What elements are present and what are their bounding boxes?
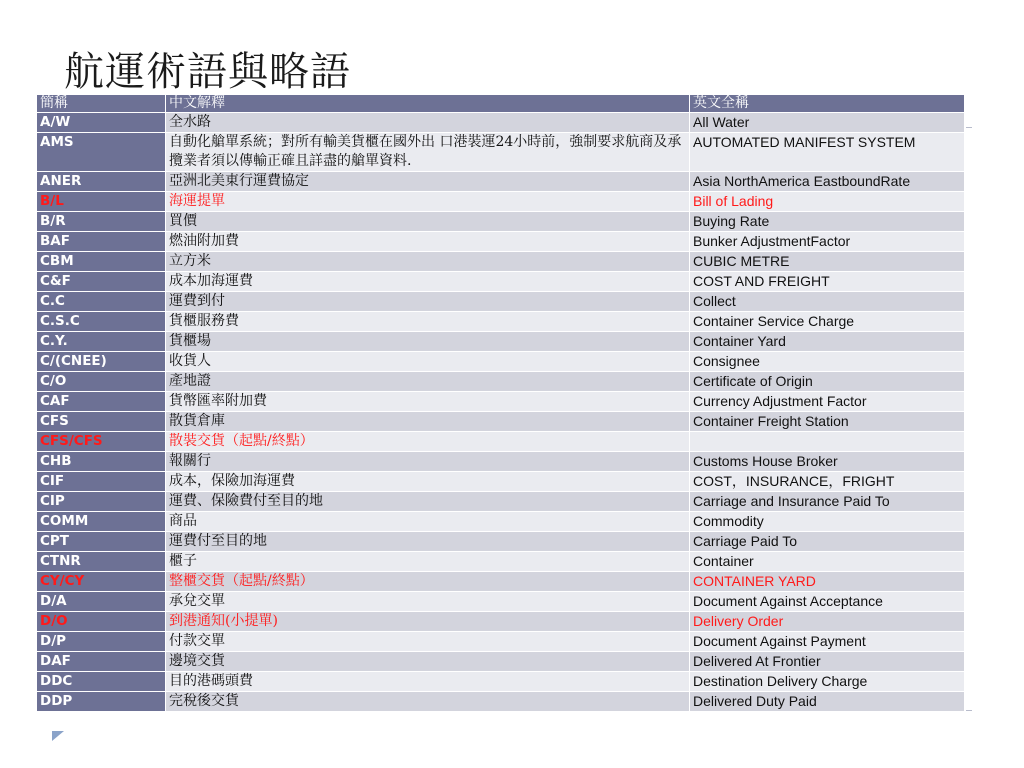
en-cell: Document Against Payment bbox=[690, 632, 965, 652]
zh-cell: 亞洲北美東行運費協定 bbox=[166, 172, 690, 192]
table-row bbox=[37, 472, 965, 492]
table-row bbox=[37, 672, 965, 692]
table-row bbox=[37, 192, 965, 212]
table-row bbox=[37, 172, 965, 192]
abbr-cell: CIF bbox=[37, 472, 166, 492]
header-abbr: 簡稱 bbox=[37, 95, 166, 113]
en-cell: Carriage Paid To bbox=[690, 532, 965, 552]
header-zh: 中文解釋 bbox=[166, 95, 690, 113]
zh-cell: 運費付至目的地 bbox=[166, 532, 690, 552]
en-cell bbox=[690, 432, 965, 452]
en-cell: Bunker AdjustmentFactor bbox=[690, 232, 965, 252]
table-row bbox=[37, 532, 965, 552]
table-row bbox=[37, 452, 965, 472]
table-row bbox=[37, 432, 965, 452]
abbr-cell: C.Y. bbox=[37, 332, 166, 352]
table-row bbox=[37, 692, 965, 712]
abbr-cell: BAF bbox=[37, 232, 166, 252]
zh-cell: 付款交單 bbox=[166, 632, 690, 652]
zh-cell: 櫃子 bbox=[166, 552, 690, 572]
zh-cell: 目的港碼頭費 bbox=[166, 672, 690, 692]
abbr-cell: DDP bbox=[37, 692, 166, 712]
zh-cell: 整櫃交貨（起點/終點） bbox=[166, 572, 690, 592]
zh-cell: 商品 bbox=[166, 512, 690, 532]
terms-table bbox=[36, 94, 965, 712]
en-cell: Container Service Charge bbox=[690, 312, 965, 332]
en-cell: Customs House Broker bbox=[690, 452, 965, 472]
zh-cell: 海運提單 bbox=[166, 192, 690, 212]
en-cell: Container Yard bbox=[690, 332, 965, 352]
zh-cell: 燃油附加費 bbox=[166, 232, 690, 252]
abbr-cell: B/L bbox=[37, 192, 166, 212]
en-cell: Bill of Lading bbox=[690, 192, 965, 212]
abbr-cell: C&F bbox=[37, 272, 166, 292]
table-row bbox=[37, 592, 965, 612]
en-cell: Delivered Duty Paid bbox=[690, 692, 965, 712]
en-cell: Asia NorthAmerica EastboundRate bbox=[690, 172, 965, 192]
en-cell: CONTAINER YARD bbox=[690, 572, 965, 592]
slide-title: 航運術語與略語 bbox=[64, 49, 351, 95]
table-row bbox=[37, 212, 965, 232]
en-cell: Document Against Acceptance bbox=[690, 592, 965, 612]
abbr-cell: D/O bbox=[37, 612, 166, 632]
en-cell: Collect bbox=[690, 292, 965, 312]
zh-cell: 報關行 bbox=[166, 452, 690, 472]
en-cell: AUTOMATED MANIFEST SYSTEM bbox=[690, 133, 965, 172]
slide-corner-mark bbox=[52, 731, 64, 741]
en-cell: Certificate of Origin bbox=[690, 372, 965, 392]
zh-cell: 貨幣匯率附加費 bbox=[166, 392, 690, 412]
abbr-cell: C.S.C bbox=[37, 312, 166, 332]
zh-cell: 成本，保險加海運費 bbox=[166, 472, 690, 492]
table-row bbox=[37, 652, 965, 672]
table-row bbox=[37, 552, 965, 572]
zh-cell: 完稅後交貨 bbox=[166, 692, 690, 712]
en-cell: Currency Adjustment Factor bbox=[690, 392, 965, 412]
table-row bbox=[37, 412, 965, 432]
en-cell: Consignee bbox=[690, 352, 965, 372]
table-row bbox=[37, 292, 965, 312]
table-row bbox=[37, 352, 965, 372]
abbr-cell: CY/CY bbox=[37, 572, 166, 592]
table-row bbox=[37, 272, 965, 292]
abbr-cell: DDC bbox=[37, 672, 166, 692]
en-cell: Destination Delivery Charge bbox=[690, 672, 965, 692]
table-row bbox=[37, 312, 965, 332]
abbr-cell: CTNR bbox=[37, 552, 166, 572]
en-cell: Container Freight Station bbox=[690, 412, 965, 432]
abbr-cell: D/P bbox=[37, 632, 166, 652]
en-cell: Commodity bbox=[690, 512, 965, 532]
zh-cell: 買價 bbox=[166, 212, 690, 232]
table-row bbox=[37, 492, 965, 512]
abbr-cell: CHB bbox=[37, 452, 166, 472]
en-cell: Delivery Order bbox=[690, 612, 965, 632]
en-cell: Container bbox=[690, 552, 965, 572]
zh-cell: 成本加海運費 bbox=[166, 272, 690, 292]
table-row bbox=[37, 372, 965, 392]
table-row bbox=[37, 252, 965, 272]
zh-cell: 運費到付 bbox=[166, 292, 690, 312]
abbr-cell: CAF bbox=[37, 392, 166, 412]
edge-tick-top bbox=[966, 127, 972, 128]
zh-cell: 收貨人 bbox=[166, 352, 690, 372]
zh-cell: 邊境交貨 bbox=[166, 652, 690, 672]
abbr-cell: C/(CNEE) bbox=[37, 352, 166, 372]
zh-cell: 產地證 bbox=[166, 372, 690, 392]
abbr-cell: CFS bbox=[37, 412, 166, 432]
zh-cell: 立方米 bbox=[166, 252, 690, 272]
zh-cell: 到港通知(小提單) bbox=[166, 612, 690, 632]
abbr-cell: ANER bbox=[37, 172, 166, 192]
table-row bbox=[37, 113, 965, 133]
en-cell: Carriage and Insurance Paid To bbox=[690, 492, 965, 512]
table-row bbox=[37, 632, 965, 652]
edge-tick-bottom bbox=[966, 710, 972, 711]
zh-cell: 承兌交單 bbox=[166, 592, 690, 612]
en-cell: All Water bbox=[690, 113, 965, 133]
table-row bbox=[37, 392, 965, 412]
zh-cell: 運費、保險費付至目的地 bbox=[166, 492, 690, 512]
table-row bbox=[37, 572, 965, 592]
abbr-cell: CIP bbox=[37, 492, 166, 512]
abbr-cell: C.C bbox=[37, 292, 166, 312]
abbr-cell: CPT bbox=[37, 532, 166, 552]
table-row bbox=[37, 612, 965, 632]
table-row bbox=[37, 232, 965, 252]
header-en: 英文全稱 bbox=[690, 95, 965, 113]
abbr-cell: B/R bbox=[37, 212, 166, 232]
abbr-cell: AMS bbox=[37, 133, 166, 172]
abbr-cell: A/W bbox=[37, 113, 166, 133]
table-row bbox=[37, 133, 965, 172]
table-row bbox=[37, 512, 965, 532]
zh-cell: 全水路 bbox=[166, 113, 690, 133]
en-cell: Delivered At Frontier bbox=[690, 652, 965, 672]
en-cell: COST，INSURANCE，FRIGHT bbox=[690, 472, 965, 492]
zh-cell: 散貨倉庫 bbox=[166, 412, 690, 432]
en-cell: Buying Rate bbox=[690, 212, 965, 232]
abbr-cell: CBM bbox=[37, 252, 166, 272]
table-header-row bbox=[37, 95, 965, 113]
zh-cell: 散裝交貨（起點/終點） bbox=[166, 432, 690, 452]
zh-cell: 貨櫃服務費 bbox=[166, 312, 690, 332]
abbr-cell: COMM bbox=[37, 512, 166, 532]
table-body bbox=[37, 113, 965, 712]
zh-cell: 貨櫃場 bbox=[166, 332, 690, 352]
en-cell: COST AND FREIGHT bbox=[690, 272, 965, 292]
table-row bbox=[37, 332, 965, 352]
zh-cell: 自動化艙單系統；對所有輸美貨櫃在國外出 口港裝運24小時前，強制要求航商及承攬業者須以傳輸正確且詳盡的艙單資料. bbox=[166, 133, 690, 172]
abbr-cell: C/O bbox=[37, 372, 166, 392]
abbr-cell: CFS/CFS bbox=[37, 432, 166, 452]
abbr-cell: DAF bbox=[37, 652, 166, 672]
abbr-cell: D/A bbox=[37, 592, 166, 612]
en-cell: CUBIC METRE bbox=[690, 252, 965, 272]
